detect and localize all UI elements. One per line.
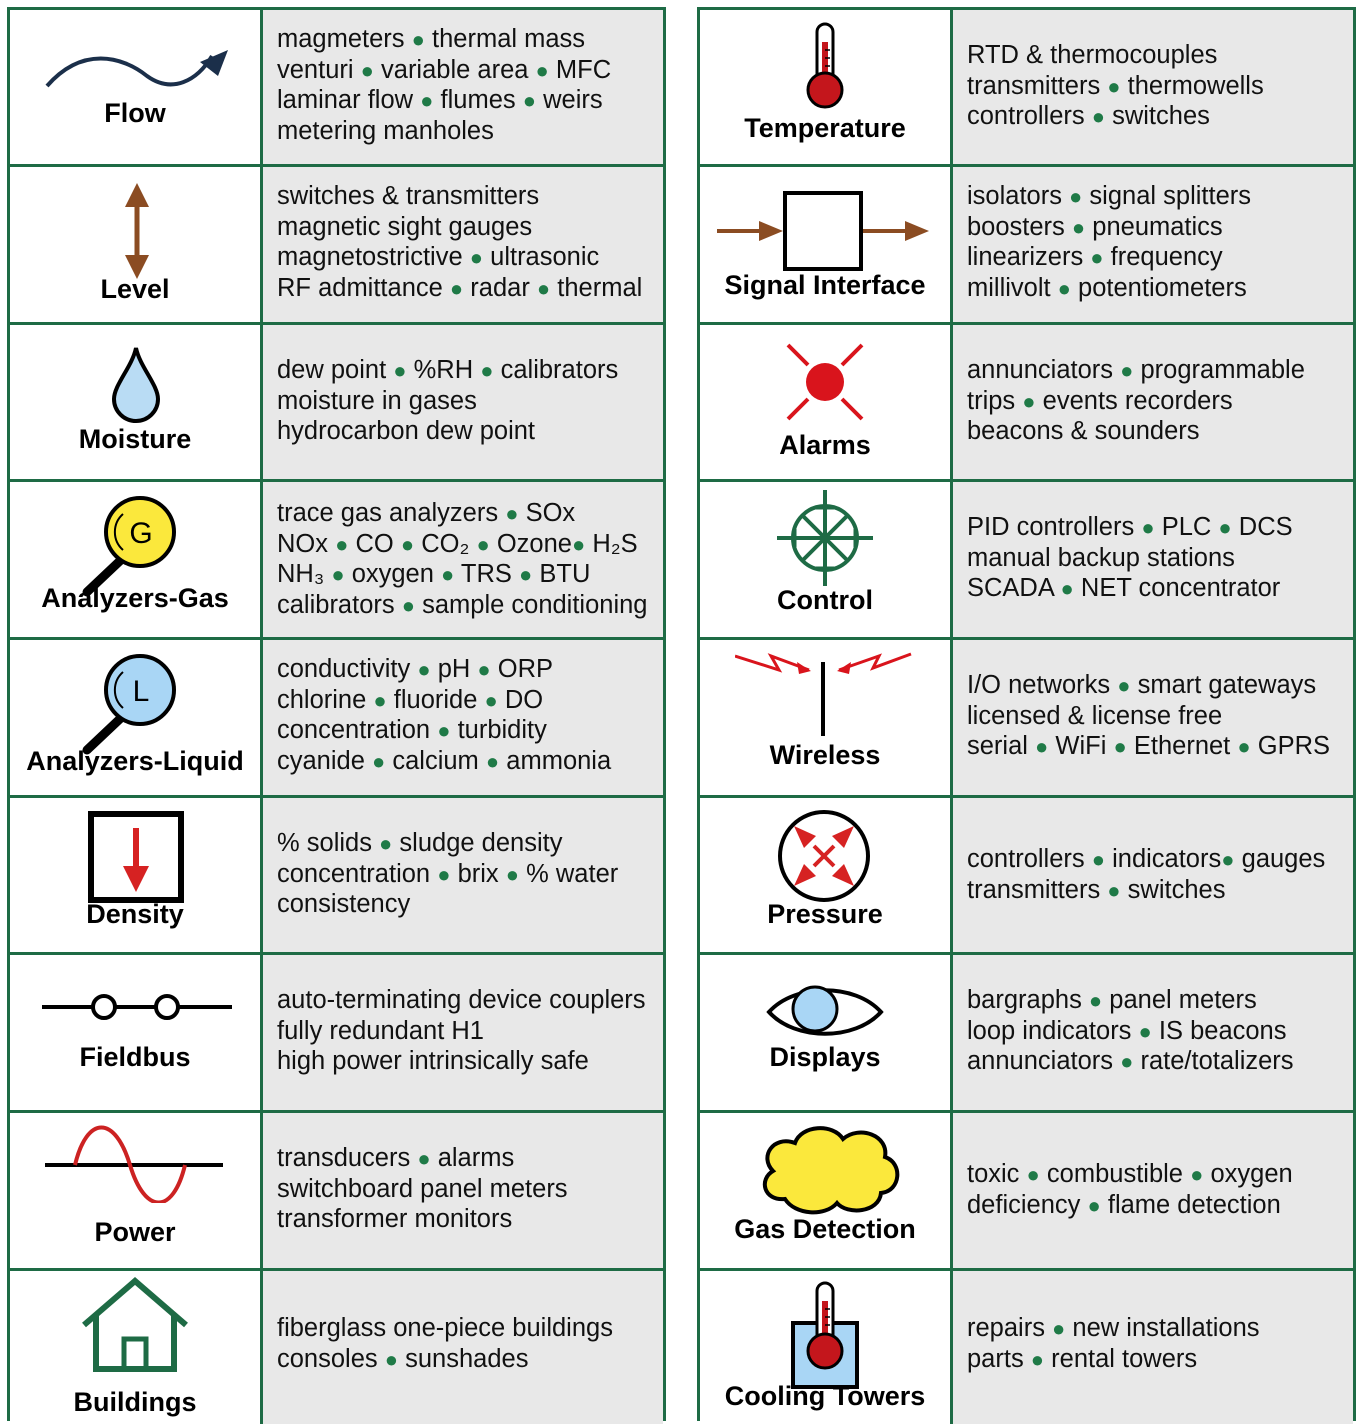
description-line: concentration ● brix ● % water bbox=[277, 859, 619, 888]
description-cell bbox=[263, 167, 663, 322]
signal-box-icon bbox=[717, 189, 932, 278]
bullet: ● bbox=[1091, 847, 1106, 872]
description-lines bbox=[277, 654, 611, 776]
description-line: magnetic sight gauges bbox=[277, 212, 533, 241]
description-line: beacons & sounders bbox=[967, 417, 1200, 446]
description-line: annunciators ● rate/totalizers bbox=[967, 1047, 1294, 1076]
bullet: ● bbox=[469, 245, 484, 271]
description-cell bbox=[263, 955, 663, 1110]
description-line: magmeters ● thermal mass bbox=[277, 25, 586, 53]
description-line: % solids ● sludge density bbox=[277, 829, 563, 857]
description-line: cyanide ● calcium ● ammonia bbox=[277, 746, 612, 775]
alarm-light-icon bbox=[780, 337, 870, 432]
density-box-icon bbox=[87, 810, 187, 909]
category-label: Analyzers-Gas bbox=[41, 583, 229, 613]
description-line: moisture in gases bbox=[277, 386, 477, 415]
bullet: ● bbox=[505, 861, 520, 887]
thermometer-icon bbox=[795, 20, 855, 115]
category-row-signal-interface bbox=[700, 167, 1353, 325]
category-label: Moisture bbox=[78, 424, 192, 454]
category-label: Gas Detection bbox=[734, 1214, 916, 1244]
bullet: ● bbox=[1107, 877, 1121, 903]
bullet: ● bbox=[1052, 1316, 1066, 1341]
category-row-displays bbox=[700, 955, 1353, 1113]
description-cell bbox=[953, 798, 1353, 952]
description-line: laminar flow ● flumes ● weirs bbox=[277, 86, 603, 115]
category-label: Cooling Towers bbox=[724, 1381, 926, 1411]
description-line: calibrators ● sample conditioning bbox=[277, 590, 648, 619]
description-line: venturi ● variable area ● MFC bbox=[277, 55, 612, 84]
bullet: ● bbox=[1088, 988, 1103, 1013]
level-arrows-icon bbox=[117, 181, 157, 286]
bullet: ● bbox=[1060, 576, 1074, 602]
magnifier-letter: L bbox=[132, 675, 150, 708]
description-line: licensed & license free bbox=[967, 701, 1223, 730]
category-row-buildings bbox=[10, 1271, 663, 1424]
bullet: ● bbox=[1190, 1162, 1204, 1187]
bullet: ● bbox=[1221, 847, 1235, 872]
description-lines bbox=[277, 828, 618, 920]
icon-cell bbox=[700, 798, 953, 952]
description-cell bbox=[263, 640, 663, 795]
wireless-antenna-icon bbox=[735, 650, 915, 743]
bullet: ● bbox=[437, 861, 451, 887]
description-line: isolators ● signal splitters bbox=[967, 182, 1251, 210]
description-cell bbox=[953, 640, 1353, 795]
description-cell bbox=[953, 167, 1353, 322]
category-row-pressure bbox=[700, 798, 1353, 955]
description-line: repairs ● new installations bbox=[967, 1314, 1260, 1342]
bullet: ● bbox=[379, 831, 393, 856]
description-line: magnetostrictive ● ultrasonic bbox=[277, 243, 600, 272]
water-drop-icon bbox=[106, 345, 166, 430]
description-line: millivolt ● potentiometers bbox=[967, 273, 1247, 302]
bullet: ● bbox=[1090, 245, 1104, 271]
description-line: fiberglass one-piece buildings bbox=[277, 1314, 613, 1342]
description-line: consistency bbox=[277, 890, 411, 919]
bullet: ● bbox=[1071, 214, 1086, 240]
description-line: transmitters ● thermowells bbox=[967, 71, 1264, 100]
description-line: bargraphs ● panel meters bbox=[967, 986, 1257, 1014]
pressure-gauge-icon bbox=[774, 806, 874, 911]
description-line: serial ● WiFi ● Ethernet ● GPRS bbox=[967, 732, 1331, 761]
description-lines bbox=[277, 355, 618, 447]
description-cell bbox=[263, 10, 663, 164]
description-line: loop indicators ● IS beacons bbox=[967, 1016, 1287, 1045]
category-row-moisture bbox=[10, 325, 663, 482]
icon-cell bbox=[10, 10, 263, 164]
category-label: Flow bbox=[104, 98, 166, 128]
category-row-alarms bbox=[700, 325, 1353, 482]
description-lines bbox=[277, 1313, 613, 1374]
category-row-analyzers-liquid bbox=[10, 640, 663, 798]
bullet: ● bbox=[1107, 73, 1121, 99]
description-line: transmitters ● switches bbox=[967, 875, 1226, 904]
description-line: manual backup stations bbox=[967, 543, 1235, 572]
description-line: metering manholes bbox=[277, 116, 494, 145]
bullet: ● bbox=[373, 687, 387, 713]
sine-wave-icon bbox=[45, 1123, 225, 1208]
description-cell bbox=[953, 482, 1353, 637]
description-lines bbox=[967, 355, 1305, 447]
description-line: fully redundant H1 bbox=[277, 1016, 484, 1045]
right-column bbox=[697, 7, 1356, 1421]
description-lines bbox=[967, 181, 1251, 303]
category-label: Displays bbox=[769, 1042, 881, 1072]
description-cell bbox=[953, 1271, 1353, 1424]
category-row-power bbox=[10, 1113, 663, 1271]
bullet: ● bbox=[571, 531, 586, 557]
category-label: Analyzers-Liquid bbox=[26, 746, 244, 776]
category-row-temperature bbox=[700, 10, 1353, 167]
category-label: Control bbox=[777, 585, 873, 615]
bullet: ● bbox=[519, 562, 533, 588]
description-line: linearizers ● frequency bbox=[967, 243, 1223, 272]
bullet: ● bbox=[1237, 734, 1251, 760]
bullet: ● bbox=[1057, 275, 1071, 301]
icon-cell bbox=[700, 640, 953, 795]
description-lines bbox=[967, 670, 1330, 762]
icon-cell bbox=[10, 482, 263, 637]
description-lines bbox=[277, 498, 648, 620]
description-lines bbox=[277, 1143, 568, 1235]
description-line: RF admittance ● radar ● thermal bbox=[277, 273, 643, 302]
bullet: ● bbox=[1141, 515, 1155, 540]
description-cell bbox=[953, 10, 1353, 164]
bullet: ● bbox=[522, 88, 537, 114]
icon-cell bbox=[700, 167, 953, 322]
bullet: ● bbox=[441, 562, 455, 588]
description-line: auto-terminating device couplers bbox=[277, 986, 646, 1014]
eye-icon bbox=[765, 977, 885, 1052]
description-line: transducers ● alarms bbox=[277, 1144, 515, 1172]
left-column bbox=[7, 7, 666, 1421]
description-line: deficiency ● flame detection bbox=[967, 1190, 1281, 1219]
bullet: ● bbox=[1120, 1049, 1134, 1075]
bullet: ● bbox=[1035, 734, 1049, 760]
magnifier-letter: G bbox=[129, 517, 153, 550]
icon-cell bbox=[10, 167, 263, 322]
bullet: ● bbox=[1120, 358, 1134, 383]
bullet: ● bbox=[480, 358, 494, 383]
category-label: Temperature bbox=[744, 113, 906, 143]
fieldbus-couplers-icon bbox=[40, 991, 235, 1028]
icon-cell bbox=[700, 1271, 953, 1424]
icon-cell bbox=[700, 10, 953, 164]
description-lines bbox=[967, 1313, 1260, 1374]
house-icon bbox=[80, 1277, 190, 1378]
control-wheel-icon bbox=[775, 488, 875, 593]
bullet: ● bbox=[1026, 1162, 1040, 1187]
bullet: ● bbox=[485, 748, 500, 774]
description-cell bbox=[263, 482, 663, 637]
description-line: RTD & thermocouples bbox=[967, 41, 1218, 69]
icon-cell bbox=[700, 1113, 953, 1268]
category-row-wireless bbox=[700, 640, 1353, 798]
description-cell bbox=[953, 325, 1353, 479]
description-line: controllers ● switches bbox=[967, 102, 1210, 131]
liquid-magnifier-icon bbox=[75, 650, 185, 760]
description-line: high power intrinsically safe bbox=[277, 1047, 589, 1076]
bullet: ● bbox=[401, 592, 416, 618]
description-line: NOx ● CO ● CO₂ ● Ozone● H₂S bbox=[277, 529, 638, 558]
gas-cloud-icon bbox=[755, 1121, 905, 1221]
bullet: ● bbox=[420, 88, 434, 114]
category-label: Alarms bbox=[779, 430, 871, 460]
description-line: chlorine ● fluoride ● DO bbox=[277, 685, 544, 714]
icon-cell bbox=[10, 325, 263, 479]
description-cell bbox=[263, 325, 663, 479]
description-line: parts ● rental towers bbox=[967, 1344, 1198, 1373]
description-line: switches & transmitters bbox=[277, 182, 540, 210]
category-row-fieldbus bbox=[10, 955, 663, 1113]
category-label: Power bbox=[94, 1217, 176, 1247]
bullet: ● bbox=[1030, 1346, 1045, 1372]
bullet: ● bbox=[360, 57, 374, 83]
bullet: ● bbox=[1069, 184, 1083, 209]
description-line: hydrocarbon dew point bbox=[277, 417, 536, 446]
bullet: ● bbox=[449, 275, 464, 301]
description-line: NH₃ ● oxygen ● TRS ● BTU bbox=[277, 560, 591, 589]
bullet: ● bbox=[371, 748, 386, 774]
icon-cell bbox=[700, 482, 953, 637]
category-row-flow bbox=[10, 10, 663, 167]
description-line: consoles ● sunshades bbox=[277, 1344, 529, 1373]
bullet: ● bbox=[1117, 673, 1131, 698]
bullet: ● bbox=[331, 562, 345, 588]
bullet: ● bbox=[1138, 1018, 1152, 1044]
category-row-gas-detection bbox=[700, 1113, 1353, 1271]
icon-cell bbox=[700, 325, 953, 479]
description-cell bbox=[263, 1271, 663, 1424]
icon-cell bbox=[700, 955, 953, 1110]
category-row-cooling-towers bbox=[700, 1271, 1353, 1424]
description-cell bbox=[953, 1113, 1353, 1268]
description-cell bbox=[263, 798, 663, 952]
description-lines bbox=[277, 985, 646, 1077]
bullet: ● bbox=[484, 687, 498, 713]
bullet: ● bbox=[1218, 515, 1232, 540]
description-line: trips ● events recorders bbox=[967, 386, 1233, 415]
bullet: ● bbox=[417, 1146, 431, 1171]
description-line: trace gas analyzers ● SOx bbox=[277, 499, 576, 527]
bullet: ● bbox=[477, 657, 491, 682]
description-line: I/O networks ● smart gateways bbox=[967, 671, 1317, 699]
icon-cell bbox=[10, 640, 263, 795]
bullet: ● bbox=[437, 718, 451, 744]
description-line: conductivity ● pH ● ORP bbox=[277, 655, 554, 683]
category-label: Fieldbus bbox=[79, 1042, 191, 1072]
bullet: ● bbox=[1091, 104, 1106, 130]
bullet: ● bbox=[536, 275, 551, 301]
description-lines bbox=[967, 40, 1264, 132]
description-lines bbox=[277, 24, 611, 146]
description-lines bbox=[277, 181, 642, 303]
bullet: ● bbox=[335, 531, 349, 557]
description-line: concentration ● turbidity bbox=[277, 716, 547, 745]
description-lines bbox=[967, 985, 1294, 1077]
category-row-density bbox=[10, 798, 663, 955]
category-row-control bbox=[700, 482, 1353, 640]
description-cell bbox=[953, 955, 1353, 1110]
icon-cell bbox=[10, 955, 263, 1110]
category-label: Pressure bbox=[767, 899, 883, 929]
description-line: PID controllers ● PLC ● DCS bbox=[967, 513, 1293, 541]
description-line: transformer monitors bbox=[277, 1205, 513, 1234]
bullet: ● bbox=[1113, 734, 1127, 760]
bullet: ● bbox=[393, 358, 407, 383]
description-line: controllers ● indicators● gauges bbox=[967, 845, 1326, 873]
description-line: switchboard panel meters bbox=[277, 1174, 568, 1203]
description-line: annunciators ● programmable bbox=[967, 356, 1305, 384]
bullet: ● bbox=[384, 1346, 399, 1372]
description-line: SCADA ● NET concentrator bbox=[967, 574, 1281, 603]
description-lines bbox=[967, 512, 1293, 604]
category-label: Wireless bbox=[769, 740, 881, 770]
bullet: ● bbox=[476, 531, 490, 557]
description-line: boosters ● pneumatics bbox=[967, 212, 1223, 241]
bullet: ● bbox=[1022, 388, 1036, 414]
description-line: toxic ● combustible ● oxygen bbox=[967, 1160, 1293, 1188]
description-line: dew point ● %RH ● calibrators bbox=[277, 356, 619, 384]
bullet: ● bbox=[417, 657, 431, 682]
icon-cell bbox=[10, 798, 263, 952]
description-cell bbox=[263, 1113, 663, 1268]
category-row-analyzers-gas bbox=[10, 482, 663, 640]
description-lines bbox=[967, 844, 1325, 905]
category-label: Level bbox=[100, 274, 170, 304]
category-label: Buildings bbox=[73, 1387, 197, 1417]
bullet: ● bbox=[1087, 1192, 1101, 1218]
category-row-level bbox=[10, 167, 663, 325]
bullet: ● bbox=[505, 501, 519, 526]
icon-cell bbox=[10, 1113, 263, 1268]
description-lines bbox=[967, 1159, 1293, 1220]
category-label: Signal Interface bbox=[724, 270, 926, 300]
bullet: ● bbox=[535, 57, 549, 83]
icon-cell bbox=[10, 1271, 263, 1424]
bullet: ● bbox=[400, 531, 415, 557]
category-label: Density bbox=[86, 899, 184, 929]
bullet: ● bbox=[411, 27, 425, 52]
